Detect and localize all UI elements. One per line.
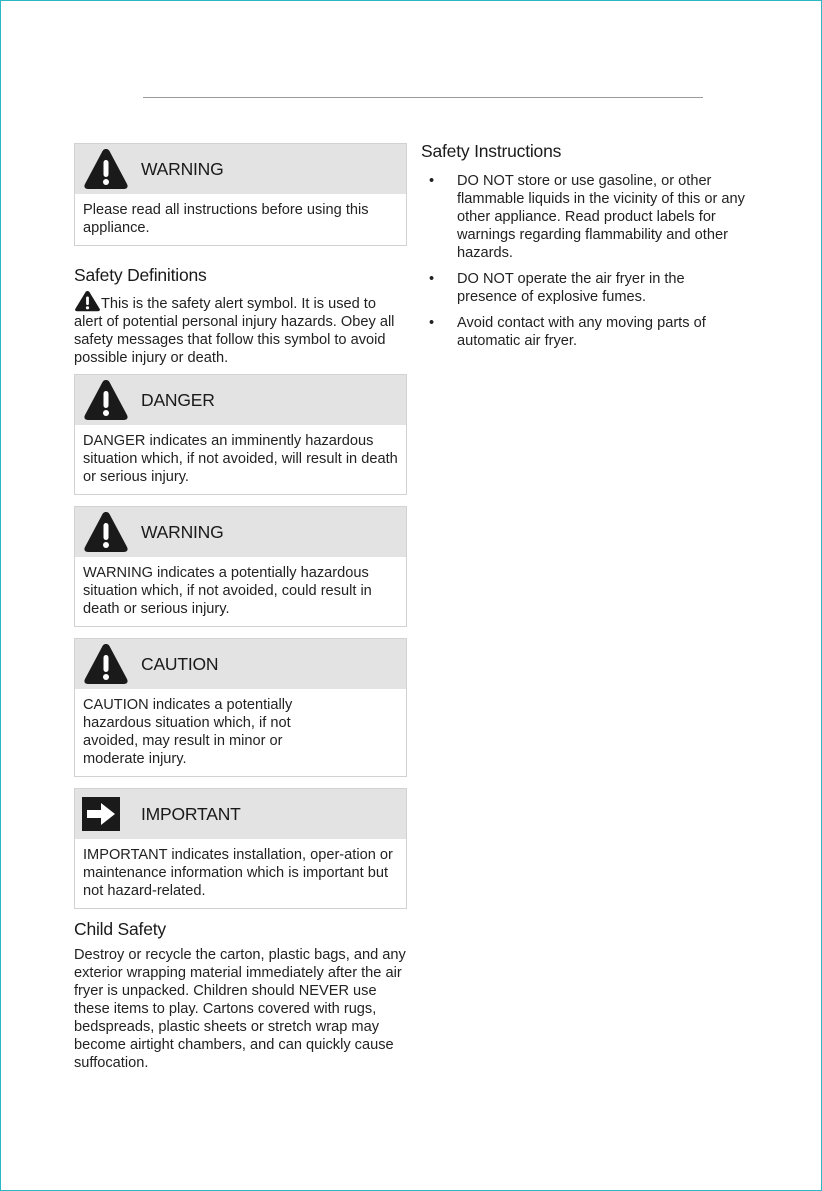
warning-triangle-icon xyxy=(83,378,129,422)
list-item-text: DO NOT operate the air fryer in the presence of explosive fumes. xyxy=(457,271,685,305)
important-text: IMPORTANT indicates installation, oper-ation or maintenance information which is important but not hazard-related. xyxy=(83,847,393,899)
important-label: IMPORTANT xyxy=(141,804,241,824)
warning-notice-box xyxy=(74,143,407,246)
danger-box xyxy=(74,374,407,495)
bullet-marker: • xyxy=(429,271,435,287)
danger-label: DANGER xyxy=(141,390,215,410)
warning-notice-text: Please read all instructions before using this appliance. xyxy=(83,202,369,236)
list-item xyxy=(421,314,761,350)
safety-instructions-title: Safety Instructions xyxy=(421,141,562,161)
caution-text: CAUTION indicates a potentially hazardous situation which, if not avoided, may result in minor or moderate injury. xyxy=(83,697,293,767)
warning-label: WARNING xyxy=(141,522,224,542)
danger-header xyxy=(75,375,406,425)
warning-notice-header xyxy=(75,144,406,194)
important-box xyxy=(74,788,407,909)
danger-text: DANGER indicates an imminently hazardous situation which, if not avoided, will result in death or serious injury. xyxy=(83,433,398,485)
caution-header xyxy=(75,639,406,689)
safety-definitions-paragraph xyxy=(74,290,407,367)
warning-header xyxy=(75,507,406,557)
header-rule xyxy=(143,97,703,98)
list-item xyxy=(421,270,761,306)
important-header xyxy=(75,789,406,839)
arrow-right-icon xyxy=(82,797,120,831)
list-item xyxy=(421,172,761,262)
safety-definitions-text: This is the safety alert symbol. It is used to alert of potential personal injury hazards. Obey all safety messages that follow this symbol to avoid possible injury or death. xyxy=(74,296,395,366)
list-item-text: DO NOT store or use gasoline, or other flammable liquids in the vicinity of this or any other appliance. Read product labels for warnings regarding flammability and other hazards. xyxy=(457,173,745,261)
warning-triangle-icon xyxy=(83,510,129,554)
caution-label: CAUTION xyxy=(141,654,219,674)
safety-instructions-list xyxy=(421,172,761,350)
child-safety-title: Child Safety xyxy=(74,919,166,939)
child-safety-text: Destroy or recycle the carton, plastic bags, and any exterior wrapping material immediately after the air fryer is unpacked. Children should NEVER use these items to play. Cartons covered with rugs, bedspreads, plastic sheets or stretch wrap may become airtight chambers, and can quickly cause suffocation. xyxy=(74,947,406,1071)
safety-alert-symbol-icon xyxy=(74,290,101,312)
safety-definitions-title: Safety Definitions xyxy=(74,265,207,285)
left-column xyxy=(74,143,407,1072)
warning-triangle-icon xyxy=(83,147,129,191)
list-item-text: Avoid contact with any moving parts of automatic air fryer. xyxy=(457,315,706,349)
warning-notice-label: WARNING xyxy=(141,159,224,179)
right-column xyxy=(421,141,761,358)
bullet-marker: • xyxy=(429,173,435,189)
warning-box xyxy=(74,506,407,627)
bullet-marker: • xyxy=(429,315,435,331)
warning-text: WARNING indicates a potentially hazardous situation which, if not avoided, could result in death or serious injury. xyxy=(83,565,372,617)
warning-triangle-icon xyxy=(83,642,129,686)
caution-box xyxy=(74,638,407,777)
